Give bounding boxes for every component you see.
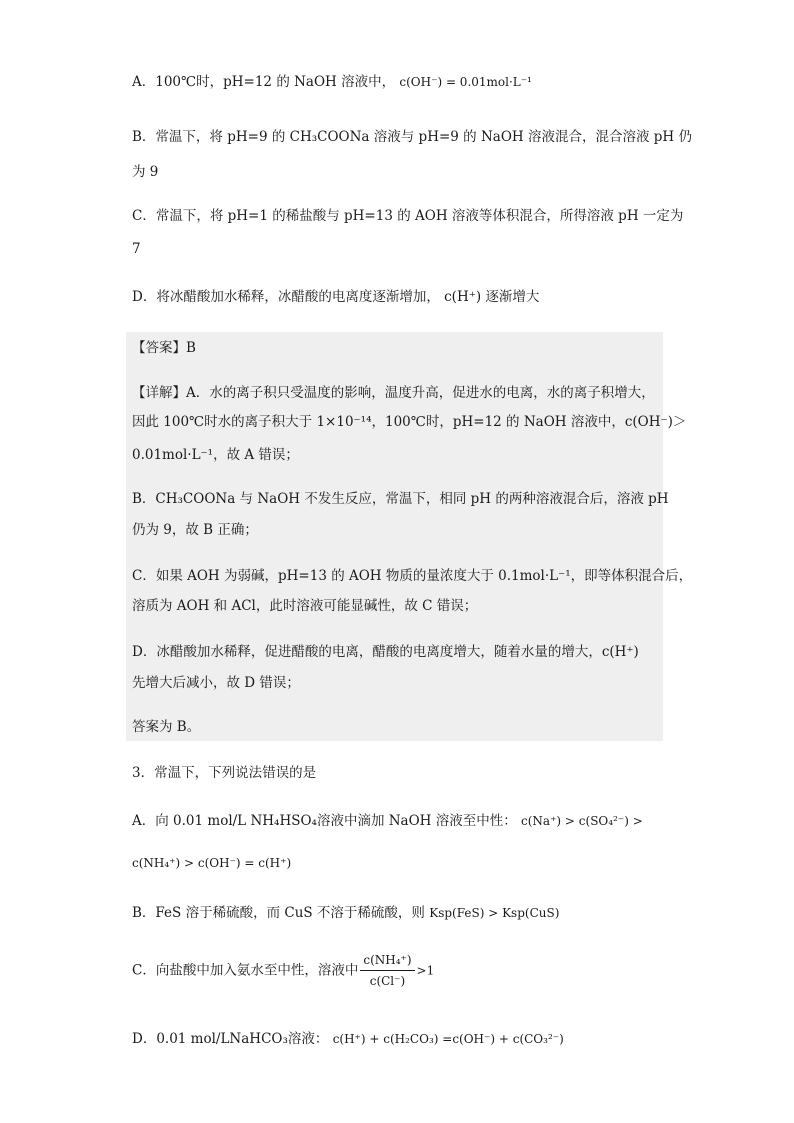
q2-option-b-line2: 为 9 [132, 164, 159, 180]
q3-option-c-numerator: c(NH₄⁺) [360, 951, 414, 971]
q3-option-b-pre: B．FeS 溶于稀硫酸，而 CuS 不溶于稀硫酸，则 [132, 905, 425, 921]
detail-d-line-1: D．冰醋酸加水稀释，促进醋酸的电离，醋酸的电离度增大，随着水量的增大，c(H⁺) [132, 644, 639, 660]
detail-c-line-1: C．如果 AOH 为弱碱，pH=13 的 AOH 物质的量浓度大于 0.1mol·L⁻¹，即等体积混合后， [132, 568, 693, 584]
detail-b-line-2: 仍为 9，故 B 正确； [132, 522, 258, 538]
q3-option-c-post: >1 [416, 963, 435, 978]
q2-option-a-text: A．100℃时，pH=12 的 NaOH 溶液中， [132, 74, 396, 90]
q3-option-b [132, 903, 662, 923]
q2-option-b-post: 溶液与 pH=9 的 NaOH 溶液混合，混合溶液 pH 仍 [373, 129, 692, 145]
q3-option-d-formula: c(H⁺) + c(H₂CO₃) =c(OH⁻) + c(CO₃²⁻) [332, 1032, 564, 1046]
q3-option-c-denominator: c(Cl⁻) [369, 974, 406, 988]
q3-option-a-pre: A．向 0.01 mol/L NH₄HSO₄溶液中滴加 NaOH 溶液至中性： [132, 813, 517, 829]
q2-option-b-line1 [132, 127, 692, 147]
q3-option-c-pre: C．向盐酸中加入氨水至中性，溶液中 [132, 962, 359, 979]
q3-option-d-pre: D．0.01 mol/LNaHCO₃溶液： [132, 1031, 329, 1047]
q2-option-c-line1: C．常温下，将 pH=1 的稀盐酸与 pH=13 的 AOH 溶液等体积混合，所得溶液 pH 一定为 [132, 208, 684, 224]
detail-b-line-1: B．CH₃COONa 与 NaOH 不发生反应，常温下，相同 pH 的两种溶液混合后，溶液 pH [132, 491, 669, 507]
q2-option-d-text: D．将冰醋酸加水稀释，冰醋酸的电离度逐渐增加， [132, 289, 440, 305]
q3-option-a-line2: c(NH₄⁺) > c(OH⁻) = c(H⁺) [132, 856, 292, 870]
q3-option-a-line1 [132, 811, 662, 831]
answer-final: 答案为 B。 [132, 719, 201, 735]
q3-option-d [132, 1029, 662, 1049]
detail-line-3: 0.01mol·L⁻¹，故 A 错误； [132, 447, 299, 463]
q2-option-a [132, 72, 662, 92]
q2-option-c-line2: 7 [132, 241, 141, 257]
q3-option-c [132, 950, 662, 991]
q3-option-b-formula: Ksp(FeS) > Ksp(CuS) [429, 906, 560, 920]
answer-line: 【答案】B [132, 340, 196, 356]
q2-option-a-formula: c(OH⁻) = 0.01mol·L⁻¹ [399, 75, 532, 89]
q2-option-b-formula: CH₃COONa [289, 129, 370, 145]
detail-line-2: 因此 100℃时水的离子积大于 1×10⁻¹⁴，100℃时，pH=12 的 NaOH 溶液中，c(OH⁻)＞ [132, 414, 687, 430]
q2-option-d-post: 逐渐增大 [485, 289, 540, 305]
q3-option-c-fraction [360, 951, 414, 990]
q3-stem: 3．常温下，下列说法错误的是 [132, 765, 317, 781]
detail-line-1: 【详解】A．水的离子积只受温度的影响，温度升高，促进水的电离，水的离子积增大， [132, 385, 655, 401]
q2-option-b-pre: B．常温下，将 pH=9 的 [132, 129, 286, 145]
q2-option-d [132, 287, 662, 307]
q2-option-d-formula: c(H⁺) [444, 289, 482, 305]
q3-option-a-formula: c(Na⁺) > c(SO₄²⁻) > [521, 814, 643, 828]
detail-c-line-2: 溶质为 AOH 和 ACl，此时溶液可能显碱性，故 C 错误； [132, 598, 478, 614]
detail-d-line-2: 先增大后减小，故 D 错误； [132, 675, 300, 691]
